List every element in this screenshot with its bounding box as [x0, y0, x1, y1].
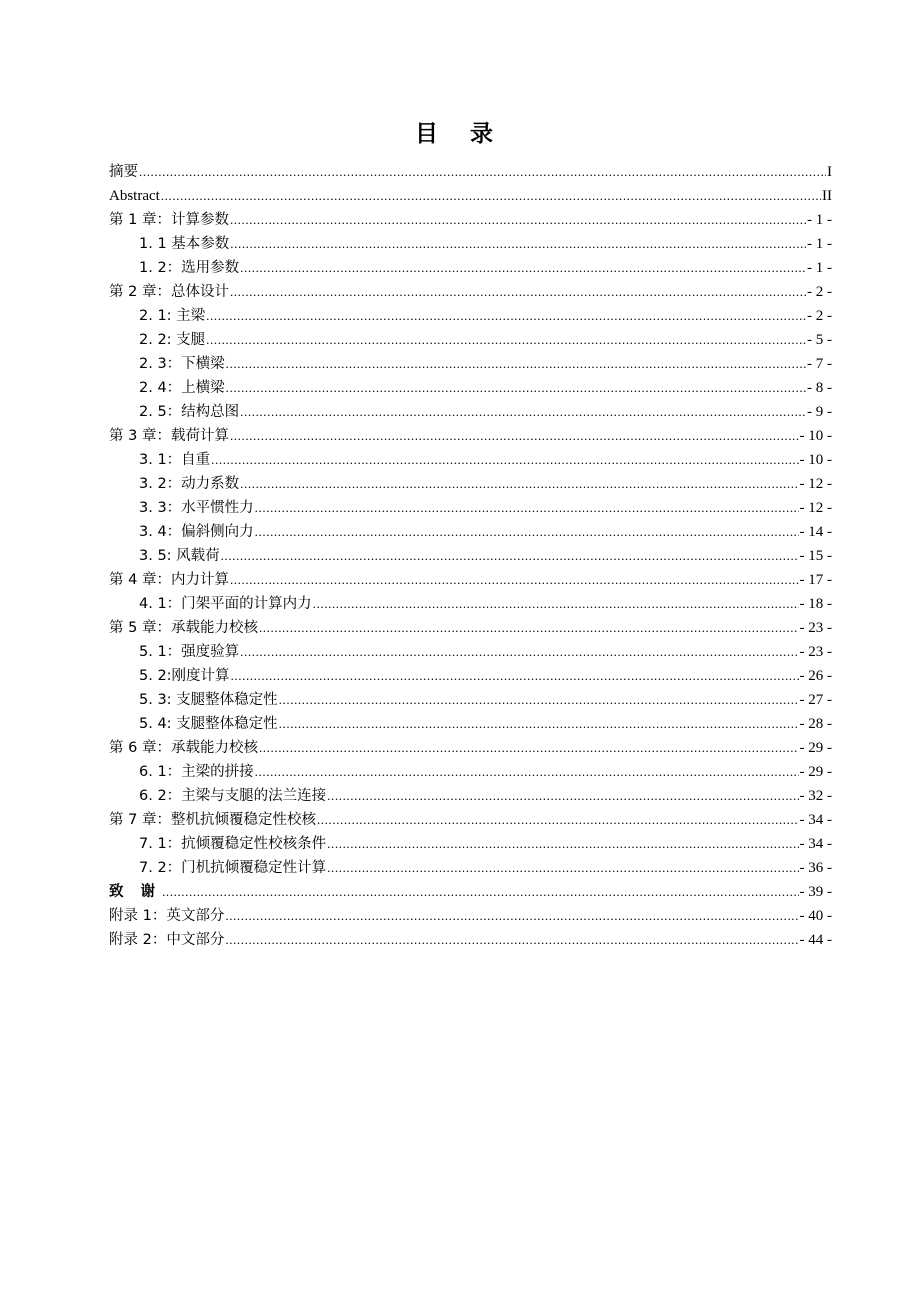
toc-entry-page-number: - 40 -: [799, 908, 832, 924]
toc-entry-page-number: - 1 -: [807, 236, 832, 252]
toc-entry-label: 附录 1：英文部分: [109, 908, 225, 924]
toc-entry-label: 第 7 章：整机抗倾覆稳定性校核: [109, 812, 316, 828]
toc-dot-leader: [259, 736, 799, 760]
toc-entry[interactable]: [109, 520, 832, 544]
toc-entry[interactable]: [109, 280, 832, 304]
toc-entry-page-number: - 9 -: [807, 404, 832, 420]
toc-entry-label: 第 4 章：内力计算: [109, 572, 229, 588]
toc-entry[interactable]: [109, 880, 832, 904]
toc-dot-leader: [230, 568, 799, 592]
toc-dot-leader: [230, 280, 806, 304]
toc-entry-page-number: - 1 -: [807, 260, 832, 276]
toc-title: 目 录: [414, 121, 505, 147]
toc-entry[interactable]: [109, 208, 832, 232]
toc-dot-leader: [161, 184, 821, 208]
toc-entry-label: 7. 2：门机抗倾覆稳定性计算: [139, 860, 327, 876]
toc-dot-leader: [230, 208, 806, 232]
toc-entry-label: 3. 5: 风载荷: [139, 548, 220, 564]
toc-entry[interactable]: [109, 160, 832, 184]
toc-dot-leader: [206, 304, 806, 328]
toc-entry-label: 2. 1: 主梁: [139, 308, 206, 324]
toc-entry-label: 致 谢: [109, 884, 162, 900]
toc-entry-page-number: II: [822, 188, 832, 204]
toc-entry-page-number: - 15 -: [799, 548, 832, 564]
toc-dot-leader: [255, 760, 799, 784]
toc-entry-label: 3. 1：自重: [139, 452, 211, 468]
toc-entry[interactable]: [109, 664, 832, 688]
toc-entry-page-number: - 32 -: [799, 788, 832, 804]
toc-dot-leader: [255, 496, 799, 520]
toc-dot-leader: [279, 712, 799, 736]
toc-dot-leader: [162, 880, 798, 904]
table-of-contents: [109, 160, 832, 952]
toc-entry[interactable]: [109, 400, 832, 424]
toc-entry[interactable]: [109, 784, 832, 808]
toc-entry[interactable]: [109, 256, 832, 280]
toc-entry[interactable]: [109, 184, 832, 208]
toc-dot-leader: [226, 376, 806, 400]
toc-entry-page-number: - 10 -: [799, 452, 832, 468]
toc-entry-label: 第 6 章：承载能力校核: [109, 740, 258, 756]
toc-entry-label: 2. 2: 支腿: [139, 332, 206, 348]
toc-entry-label: 第 5 章：承载能力校核: [109, 620, 258, 636]
toc-dot-leader: [206, 328, 806, 352]
toc-entry-page-number: - 7 -: [807, 356, 832, 372]
toc-dot-leader: [240, 256, 806, 280]
toc-entry-page-number: I: [827, 164, 832, 180]
toc-dot-leader: [317, 808, 799, 832]
toc-entry-page-number: - 2 -: [807, 284, 832, 300]
toc-entry[interactable]: [109, 856, 832, 880]
toc-entry[interactable]: [109, 232, 832, 256]
toc-dot-leader: [313, 592, 799, 616]
toc-dot-leader: [225, 928, 798, 952]
toc-entry-label: 5. 3: 支腿整体稳定性: [139, 692, 278, 708]
toc-entry-label: 摘要: [109, 164, 138, 180]
toc-dot-leader: [240, 400, 806, 424]
toc-dot-leader: [240, 640, 798, 664]
toc-dot-leader: [327, 832, 798, 856]
toc-entry-page-number: - 8 -: [807, 380, 832, 396]
toc-entry[interactable]: [109, 688, 832, 712]
toc-entry-label: 7. 1：抗倾覆稳定性校核条件: [139, 836, 327, 852]
toc-entry-page-number: - 2 -: [807, 308, 832, 324]
toc-dot-leader: [226, 352, 806, 376]
toc-entry[interactable]: [109, 808, 832, 832]
toc-entry-label: 2. 3：下横梁: [139, 356, 225, 372]
toc-entry-label: 6. 2：主梁与支腿的法兰连接: [139, 788, 327, 804]
toc-entry-label: 4. 1：门架平面的计算内力: [139, 596, 312, 612]
toc-dot-leader: [230, 424, 799, 448]
toc-entry[interactable]: [109, 544, 832, 568]
toc-entry-page-number: - 23 -: [799, 644, 832, 660]
toc-entry-page-number: - 44 -: [799, 932, 832, 948]
toc-entry[interactable]: [109, 568, 832, 592]
toc-dot-leader: [139, 160, 826, 184]
toc-entry-page-number: - 26 -: [799, 668, 832, 684]
toc-entry-label: 第 1 章：计算参数: [109, 212, 229, 228]
toc-dot-leader: [221, 544, 799, 568]
toc-dot-leader: [225, 904, 798, 928]
toc-entry[interactable]: [109, 448, 832, 472]
toc-entry-label: 5. 1：强度验算: [139, 644, 240, 660]
toc-entry[interactable]: [109, 832, 832, 856]
toc-entry-page-number: - 23 -: [799, 620, 832, 636]
toc-entry[interactable]: [109, 328, 832, 352]
toc-entry-label: Abstract: [109, 188, 160, 204]
toc-entry[interactable]: [109, 736, 832, 760]
toc-entry[interactable]: [109, 352, 832, 376]
toc-entry-page-number: - 12 -: [799, 500, 832, 516]
toc-entry-page-number: - 34 -: [799, 836, 832, 852]
toc-dot-leader: [327, 784, 798, 808]
toc-entry-label: 第 2 章：总体设计: [109, 284, 229, 300]
toc-dot-leader: [255, 520, 799, 544]
toc-entry[interactable]: [109, 928, 832, 952]
toc-entry[interactable]: [109, 640, 832, 664]
toc-entry[interactable]: [109, 904, 832, 928]
toc-entry[interactable]: [109, 496, 832, 520]
toc-entry-label: 附录 2：中文部分: [109, 932, 225, 948]
toc-entry-label: 6. 1：主梁的拼接: [139, 764, 254, 780]
toc-dot-leader: [259, 616, 799, 640]
toc-dot-leader: [230, 232, 806, 256]
toc-entry-label: 3. 3：水平惯性力: [139, 500, 254, 516]
toc-entry-page-number: - 28 -: [799, 716, 832, 732]
toc-entry[interactable]: [109, 376, 832, 400]
toc-entry-page-number: - 29 -: [799, 740, 832, 756]
toc-dot-leader: [240, 472, 798, 496]
toc-entry-label: 5. 2:刚度计算: [139, 668, 230, 684]
toc-entry-label: 1. 1 基本参数: [139, 236, 230, 252]
toc-entry-label: 2. 5：结构总图: [139, 404, 240, 420]
toc-entry-label: 3. 4：偏斜侧向力: [139, 524, 254, 540]
toc-entry[interactable]: [109, 712, 832, 736]
toc-entry-page-number: - 10 -: [799, 428, 832, 444]
toc-dot-leader: [327, 856, 798, 880]
toc-entry-page-number: - 34 -: [799, 812, 832, 828]
toc-entry[interactable]: [109, 424, 832, 448]
toc-entry[interactable]: [109, 760, 832, 784]
toc-entry-page-number: - 5 -: [807, 332, 832, 348]
toc-entry-label: 第 3 章：载荷计算: [109, 428, 229, 444]
toc-entry-page-number: - 1 -: [807, 212, 832, 228]
toc-entry-page-number: - 18 -: [799, 596, 832, 612]
toc-entry-page-number: - 29 -: [799, 764, 832, 780]
toc-entry-page-number: - 17 -: [799, 572, 832, 588]
toc-entry[interactable]: [109, 304, 832, 328]
toc-entry-page-number: - 36 -: [799, 860, 832, 876]
toc-entry-label: 3. 2：动力系数: [139, 476, 240, 492]
toc-entry-page-number: - 27 -: [799, 692, 832, 708]
toc-entry-page-number: - 14 -: [799, 524, 832, 540]
toc-entry[interactable]: [109, 592, 832, 616]
toc-entry-page-number: - 39 -: [799, 884, 832, 900]
toc-dot-leader: [279, 688, 799, 712]
toc-entry[interactable]: [109, 472, 832, 496]
toc-dot-leader: [231, 664, 799, 688]
toc-entry-label: 5. 4: 支腿整体稳定性: [139, 716, 278, 732]
toc-dot-leader: [211, 448, 798, 472]
toc-entry-page-number: - 12 -: [799, 476, 832, 492]
toc-entry-label: 1. 2：选用参数: [139, 260, 240, 276]
toc-entry-label: 2. 4：上横梁: [139, 380, 225, 396]
toc-entry[interactable]: [109, 616, 832, 640]
